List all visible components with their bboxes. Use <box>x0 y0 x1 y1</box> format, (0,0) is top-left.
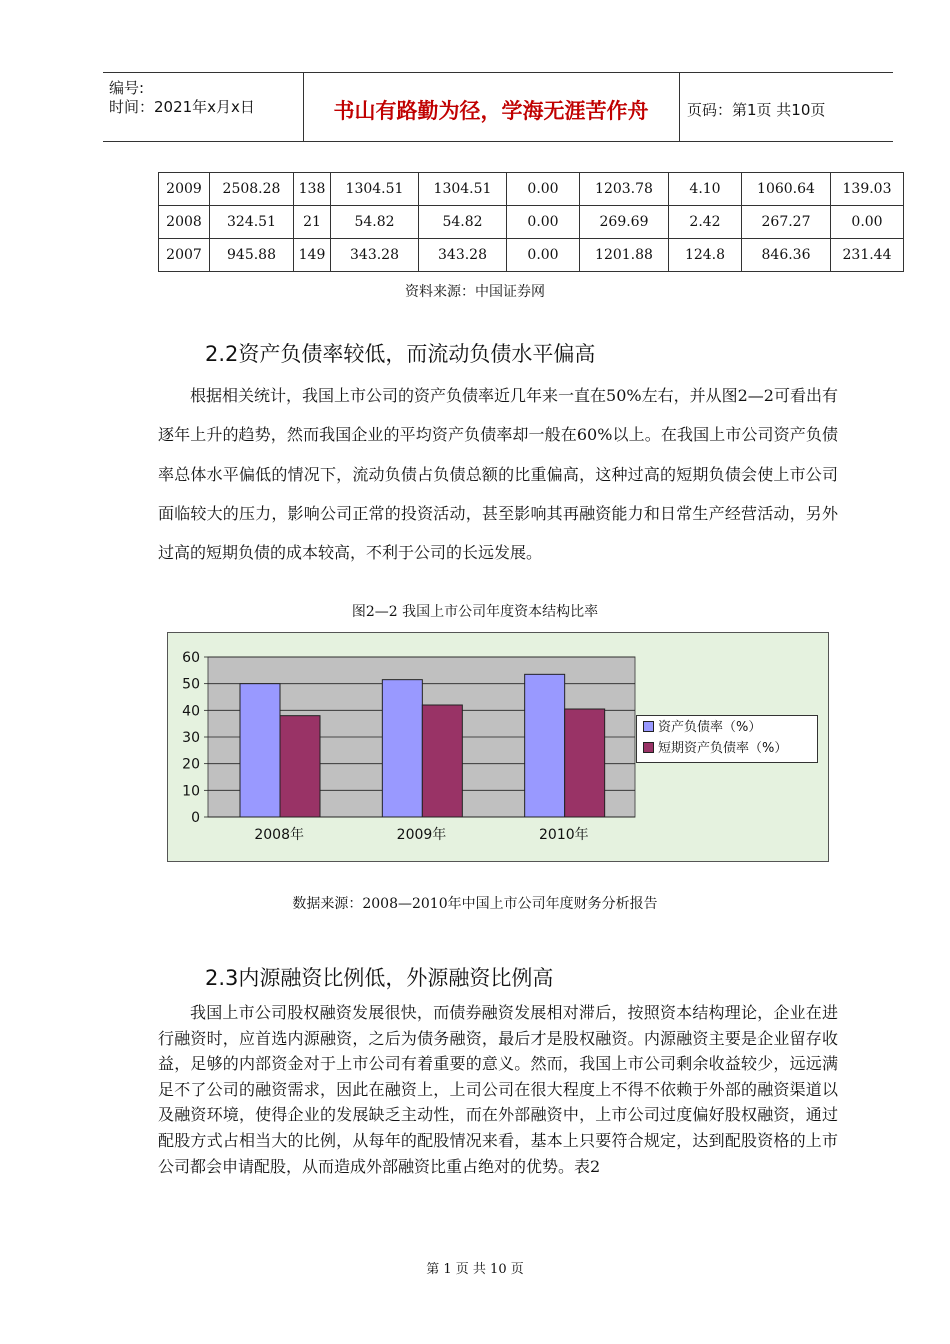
section-body: 我国上市公司股权融资发展很快，而债券融资发展相对滞后，按照资本结构理论，企业在进行融资时，应首选内源融资，之后为债务融资，最后才是股权融资。内源融资主要是企业留存收益，足够的内部资金对于上市公司有着重要的意义。然而，我国上市公司剩余收益较少，远远满足不了公司的融资需求，因此在融资上，上司公司在很大程度上不得不依赖于外部的融资渠道以及融资环境，使得企业的发展缺乏主动性，而在外部融资中，上市公司过度偏好股权融资，通过配股方式占相当大的比例，从每年的配股情况来看，基本上只要符合规定，达到配股资格的上市公司都会申请配股，从而造成外部融资比重占绝对的优势。表2 <box>158 1003 838 1176</box>
y-tick-label: 60 <box>182 650 200 666</box>
x-tick-label: 2008年 <box>254 827 304 843</box>
bar <box>382 680 422 817</box>
table-cell: 343.28 <box>331 239 419 272</box>
legend-label: 短期资产负债率（%） <box>658 741 788 756</box>
table-row <box>159 173 904 206</box>
y-tick-label: 10 <box>182 783 200 800</box>
table-cell: 846.36 <box>742 239 831 272</box>
header-motto: 书山有路勤为径，学海无涯苦作舟 <box>333 99 649 123</box>
legend-swatch <box>643 742 654 753</box>
table-row <box>159 239 904 272</box>
table-cell: 2008 <box>159 206 210 239</box>
legend-swatch <box>643 721 654 732</box>
bar <box>565 709 605 817</box>
table-cell: 1060.64 <box>742 173 831 206</box>
section-body: 根据相关统计，我国上市公司的资产负债率近几年来一直在50%左右，并从图2—2可看出有逐年上升的趋势，然而我国企业的平均资产负债率却一般在60%以上。在我国上市公司资产负债率总体水平偏低的情况下，流动负债占负债总额的比重偏高，这种过高的短期负债会使上市公司面临较大的压力，影响公司正常的投资活动，甚至影响其再融资能力和日常生产经营活动，另外过高的短期负债的成本较高，不利于公司的长远发展。 <box>158 386 838 563</box>
x-tick-label: 2009年 <box>396 827 447 843</box>
header-meta <box>109 79 255 117</box>
header-pager: 页码：第1页 共10页 <box>687 101 826 119</box>
bar <box>525 674 565 817</box>
header-divider <box>679 73 680 141</box>
table-cell: 4.10 <box>669 173 742 206</box>
table-cell: 343.28 <box>419 239 507 272</box>
chart-legend <box>636 715 818 763</box>
table-row <box>159 206 904 239</box>
figure-caption: 图2—2 我国上市公司年度资本结构比率 <box>351 604 599 620</box>
legend-entry <box>643 739 787 759</box>
legend-entry <box>643 718 761 738</box>
table-cell: 267.27 <box>742 206 831 239</box>
y-tick-label: 30 <box>182 730 200 746</box>
table-cell: 2007 <box>159 239 210 272</box>
table-cell: 1304.51 <box>419 173 507 206</box>
figure-source: 数据来源：2008—2010年中国上市公司年度财务分析报告 <box>292 896 658 912</box>
table-cell: 21 <box>294 206 331 239</box>
table-cell: 1201.88 <box>580 239 669 272</box>
y-tick-label: 0 <box>191 810 200 826</box>
table-cell: 149 <box>294 239 331 272</box>
table-cell: 0.00 <box>507 239 580 272</box>
table-cell: 324.51 <box>210 206 294 239</box>
table-cell: 2009 <box>159 173 210 206</box>
table-cell: 269.69 <box>580 206 669 239</box>
x-tick-label: 2010年 <box>539 827 589 843</box>
table-cell: 0.00 <box>507 173 580 206</box>
page-footer: 第 1 页 共 10 页 <box>426 1262 524 1277</box>
section-heading: 2.2资产负债率较低，而流动负债水平偏高 <box>205 342 596 366</box>
bar <box>240 684 280 817</box>
table-cell: 54.82 <box>331 206 419 239</box>
bar <box>422 705 462 817</box>
table-cell: 124.8 <box>669 239 742 272</box>
serial-label: 编号: <box>109 79 145 97</box>
legend-label: 资产负债率（%） <box>658 720 762 735</box>
y-tick-label: 20 <box>182 756 200 773</box>
table-cell: 0.00 <box>831 206 904 239</box>
bar <box>280 716 320 817</box>
table-cell: 139.03 <box>831 173 904 206</box>
financial-table <box>158 172 904 272</box>
table-cell: 2.42 <box>669 206 742 239</box>
table-cell: 138 <box>294 173 331 206</box>
table-cell: 231.44 <box>831 239 904 272</box>
table-cell: 1203.78 <box>580 173 669 206</box>
table-cell: 54.82 <box>419 206 507 239</box>
y-tick-label: 50 <box>182 676 200 693</box>
page-header <box>103 72 893 142</box>
table-cell: 945.88 <box>210 239 294 272</box>
table-source: 资料来源：中国证券网 <box>405 284 545 300</box>
y-tick-label: 40 <box>182 703 200 720</box>
date-label: 时间：2021年x月x日 <box>109 98 255 116</box>
table-cell: 1304.51 <box>331 173 419 206</box>
table-cell: 2508.28 <box>210 173 294 206</box>
table-cell: 0.00 <box>507 206 580 239</box>
chart <box>167 632 829 862</box>
section-heading: 2.3内源融资比例低，外源融资比例高 <box>205 966 554 990</box>
